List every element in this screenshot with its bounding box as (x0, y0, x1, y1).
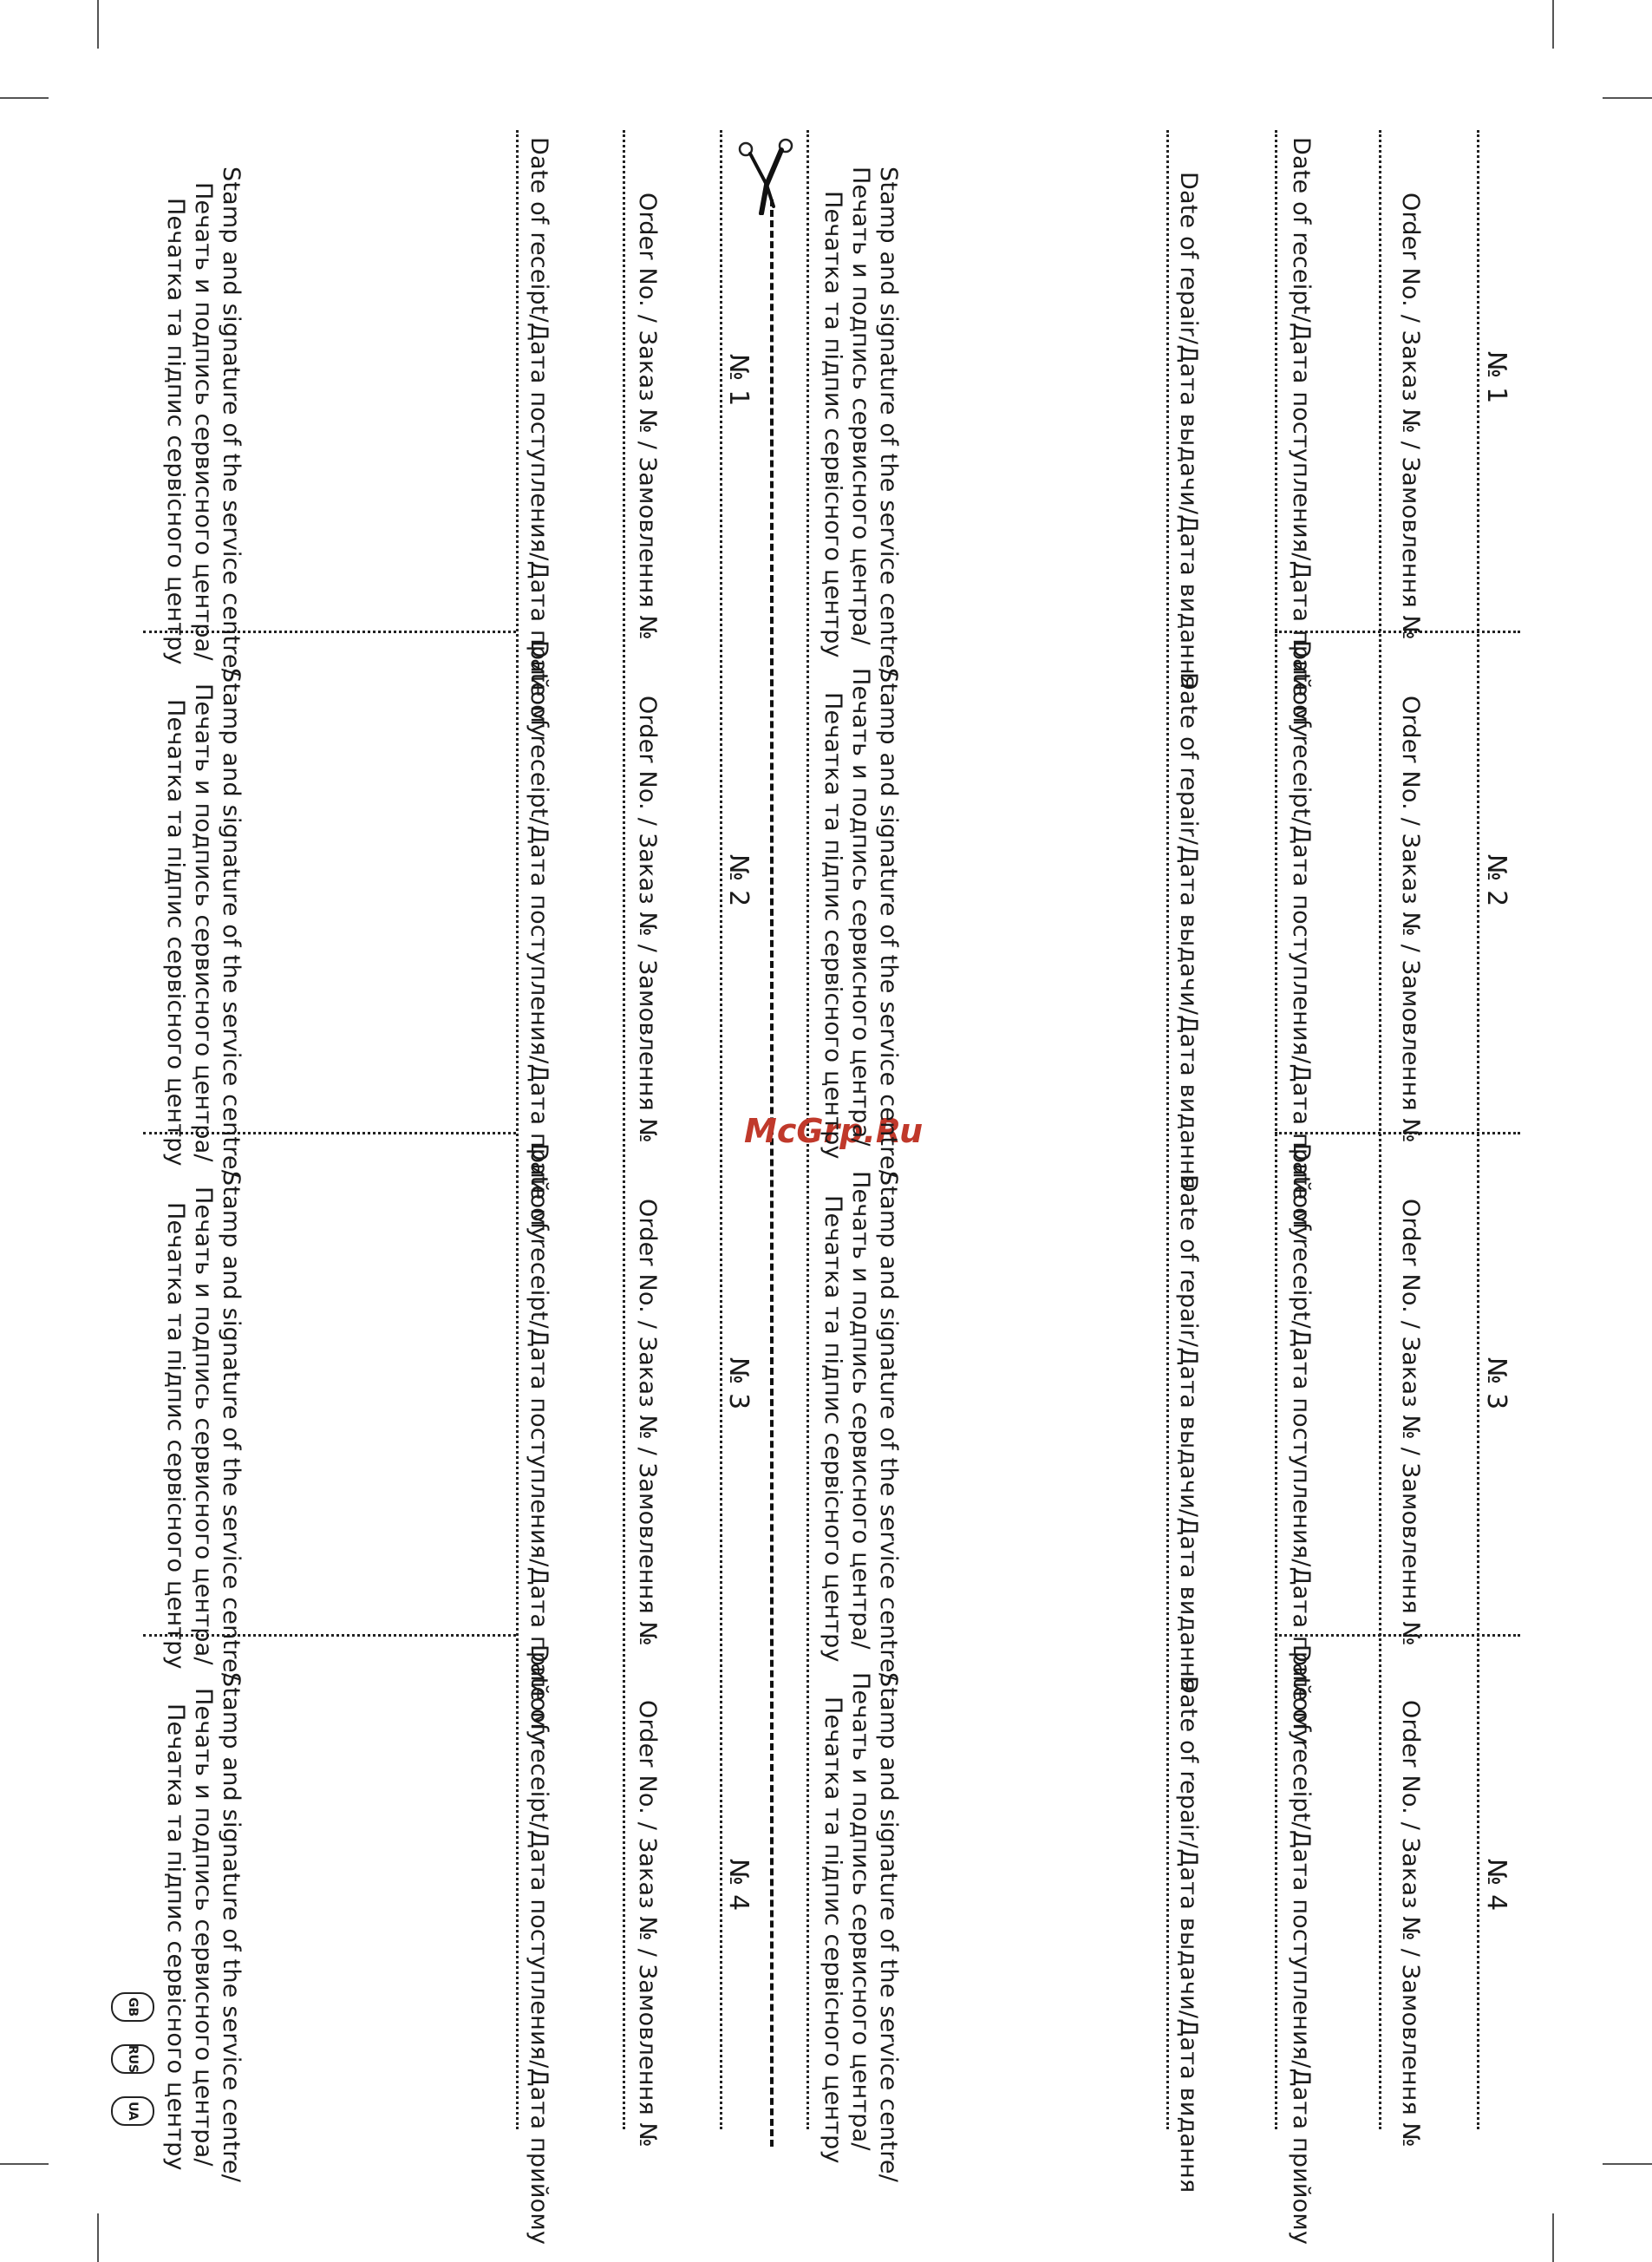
stamp-en: Stamp and signature of the service centre/ (875, 1171, 902, 1682)
stub-line (1477, 130, 1479, 2129)
language-badge-gb (111, 1992, 154, 2022)
stamp-en: Stamp and signature of the service centre/ (875, 668, 902, 1179)
coupon-stamp-label (819, 167, 902, 677)
crop-mark (1603, 2163, 1652, 2165)
coupon-stamp-label (161, 1672, 245, 2182)
stub-number: № 3 (1481, 1357, 1512, 1410)
cut-line (770, 199, 774, 2147)
stamp-ua: Печатка та підпис сервісного центру (819, 191, 846, 658)
crop-mark (97, 2213, 99, 2262)
stub-receipt-label: Date of receipt/Дата поступления/Дата прийому (1288, 137, 1315, 738)
coupon-line (720, 130, 722, 2129)
coupon-number: № 2 (723, 854, 754, 907)
crop-mark (0, 97, 49, 99)
stub-line (1275, 130, 1277, 2129)
watermark: McGrp.Ru (744, 1112, 924, 1150)
coupon-stamp-label (161, 167, 245, 677)
stub-line (1166, 130, 1169, 2129)
stamp-ru: Печать и подпись сервисного центра/ (847, 1672, 874, 2151)
crop-mark (0, 2163, 49, 2165)
scissors-icon (735, 137, 800, 215)
stamp-ru: Печать и подпись сервисного центра/ (190, 1187, 217, 1665)
stamp-ua: Печатка та підпис сервісного центру (819, 1195, 846, 1663)
coupon-number: № 1 (723, 354, 754, 407)
stub-receipt-label: Date of receipt/Дата поступления/Дата прийому (1288, 1644, 1315, 2246)
stamp-en: Stamp and signature of the service centre/ (875, 1672, 902, 2183)
language-label: GB (125, 1997, 140, 2017)
stamp-ua: Печатка та підпис сервісного центру (819, 1696, 846, 2164)
stamp-en: Stamp and signature of the service centre/ (875, 167, 902, 677)
coupon-order-label: Order No. / Заказ № / Замовлення № (634, 696, 661, 1143)
coupon-number: № 4 (723, 1859, 754, 1912)
coupon-order-label: Order No. / Заказ № / Замовлення № (634, 1199, 661, 1646)
stub-repair-label: Date of repair/Дата выдачи/Дата видання (1175, 1174, 1202, 1692)
coupon-stamp-label (819, 668, 902, 1178)
stamp-ru: Печать и подпись сервисного центра/ (190, 1688, 217, 2167)
coupon-receipt-label: Date of receipt/Дата поступления/Дата прийому (526, 1143, 552, 1744)
stamp-ua: Печатка та підпис сервісного центру (162, 1703, 189, 2171)
coupon-stamp-label (819, 1171, 902, 1681)
stub-repair-label: Date of repair/Дата выдачи/Дата видання (1175, 1676, 1202, 2193)
stamp-ua: Печатка та підпис сервісного центру (819, 692, 846, 1160)
stub-order-label: Order No. / Заказ № / Замовлення № (1397, 1199, 1424, 1646)
crop-mark (1552, 2213, 1554, 2262)
stamp-ru: Печать и подпись сервисного центра/ (190, 182, 217, 661)
stub-order-label: Order No. / Заказ № / Замовлення № (1397, 193, 1424, 640)
stamp-en: Stamp and signature of the service centre/ (218, 1171, 245, 1682)
language-badge-ua (111, 2096, 154, 2126)
stamp-ru: Печать и подпись сервисного центра/ (847, 167, 874, 645)
language-label: UA (126, 2102, 140, 2121)
stamp-en: Stamp and signature of the service centre/ (218, 668, 245, 1179)
stub-repair-label: Date of repair/Дата выдачи/Дата видання (1175, 672, 1202, 1190)
stamp-ua: Печатка та підпис сервісного центру (162, 699, 189, 1167)
stamp-ru: Печать и подпись сервисного центра/ (190, 683, 217, 1162)
coupon-receipt-label: Date of receipt/Дата поступления/Дата прийому (526, 640, 552, 1241)
coupon-stamp-label (819, 1672, 902, 2182)
coupon-line (623, 130, 625, 2129)
stub-order-label: Order No. / Заказ № / Замовлення № (1397, 1700, 1424, 2148)
stub-receipt-label: Date of receipt/Дата поступления/Дата прийому (1288, 640, 1315, 1241)
language-badge-rus (111, 2044, 154, 2074)
coupon-stamp-label (161, 1171, 245, 1681)
coupon-number: № 3 (723, 1357, 754, 1410)
stamp-ua: Печатка та підпис сервісного центру (162, 198, 189, 665)
stub-repair-label: Date of repair/Дата выдачи/Дата видання (1175, 172, 1202, 690)
stub-order-label: Order No. / Заказ № / Замовлення № (1397, 696, 1424, 1143)
coupon-line (516, 130, 519, 2129)
stamp-ua: Печатка та підпис сервісного центру (162, 1202, 189, 1670)
language-label: RUS (125, 2044, 140, 2074)
stamp-ru: Печать и подпись сервисного центра/ (847, 1171, 874, 1650)
stamp-en: Stamp and signature of the service centre/ (218, 1672, 245, 2183)
stub-number: № 4 (1481, 1859, 1512, 1912)
coupon-order-label: Order No. / Заказ № / Замовлення № (634, 193, 661, 640)
coupon-receipt-label: Date of receipt/Дата поступления/Дата прийому (526, 137, 552, 738)
crop-mark (1603, 97, 1652, 99)
stub-receipt-label: Date of receipt/Дата поступления/Дата прийому (1288, 1143, 1315, 1744)
stamp-ru: Печать и подпись сервисного центра/ (847, 668, 874, 1147)
coupon-order-label: Order No. / Заказ № / Замовлення № (634, 1700, 661, 2148)
coupon-stamp-label (161, 668, 245, 1178)
stub-number: № 2 (1481, 854, 1512, 907)
crop-mark (1552, 0, 1554, 49)
crop-mark (97, 0, 99, 49)
coupon-receipt-label: Date of receipt/Дата поступления/Дата прийому (526, 1644, 552, 2246)
stub-number: № 1 (1481, 351, 1512, 404)
stub-line (1379, 130, 1381, 2129)
stamp-en: Stamp and signature of the service centre/ (218, 167, 245, 677)
